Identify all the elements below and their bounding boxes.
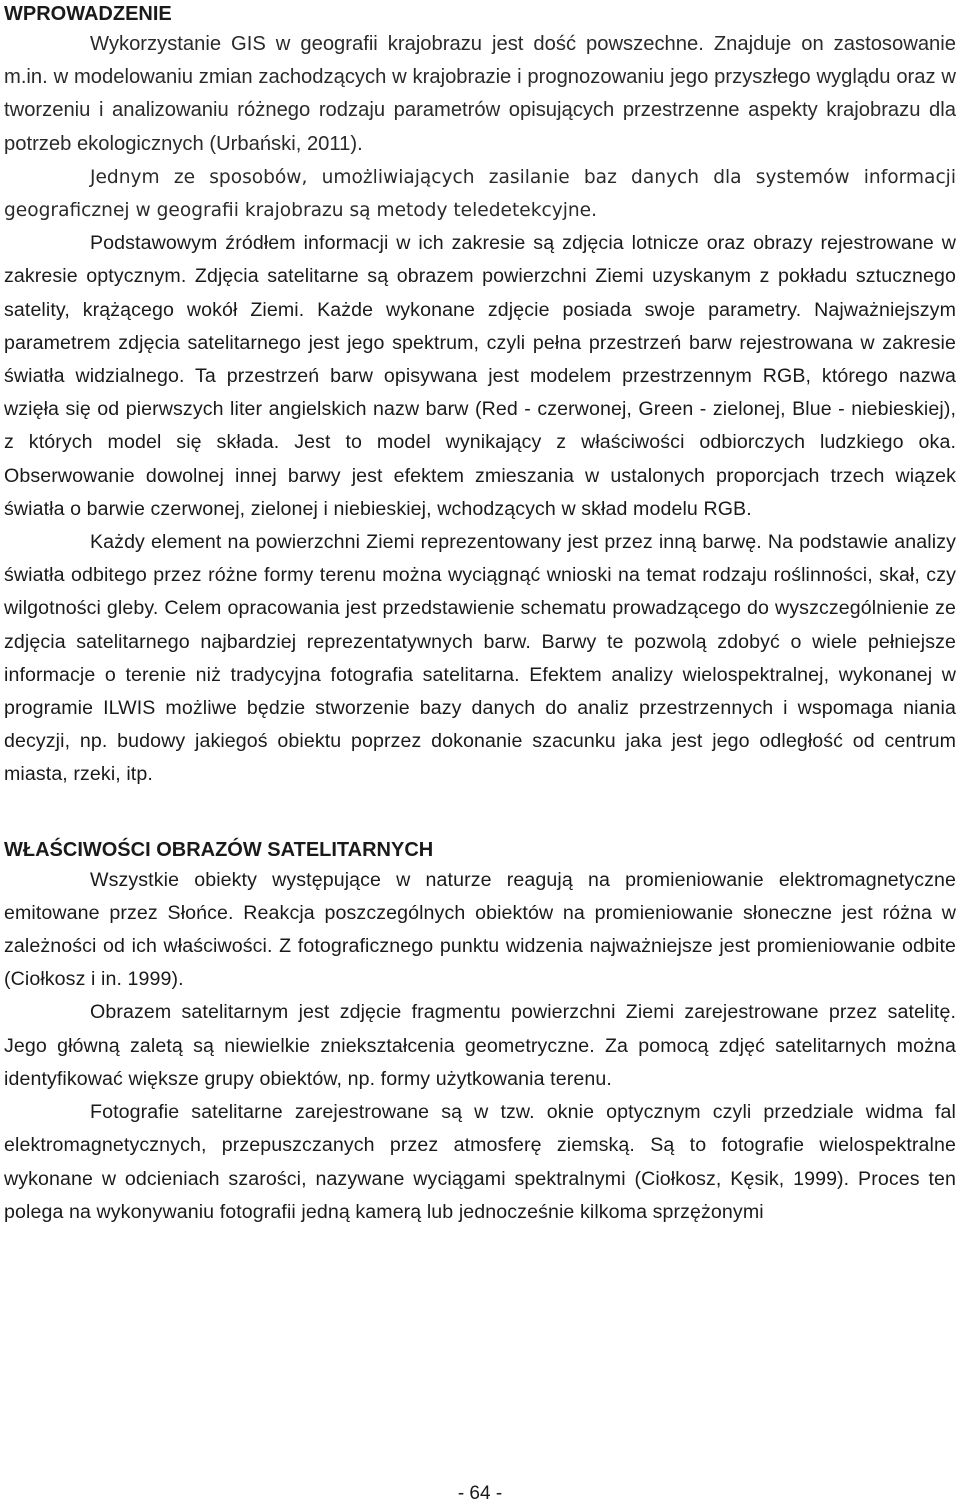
section-heading-introduction: WPROWADZENIE [4, 3, 172, 25]
paragraph-props-1: Wszystkie obiekty występujące w naturze reagują na promieniowanie elektromagnetyczne emitowane przez Słońce. Reakcja poszczególnych obiektów na promieniowanie słoneczne jest różna w zależności od ich właściwości. Z fotograficznego punktu widzenia najważniejsze jest promieniowanie odbite (Ciołkosz i in. 1999). [4, 868, 956, 991]
paragraph-props-3: Fotografie satelitarne zarejestrowane są w tzw. oknie optycznym czyli przedziale widma fal elektromagnetycznych, przepuszczanych przez atmosferę ziemską. Są to fotografie wielospektralne wykonane w odcieniach szarości, nazywane wyciągami spektralnymi (Ciołkosz, Kęsik, 1999). Proces ten polega na wykonywaniu fotografii jedną kamerą lub jednocześnie kilkoma sprzężonymi [4, 1101, 956, 1223]
page-number: - 64 - [457, 1483, 503, 1504]
section-heading-satellite-properties: WŁAŚCIWOŚCI OBRAZÓW SATELITARNYCH [4, 838, 434, 861]
document-page [4, 0, 956, 1229]
paragraph-intro-2: Jednym ze sposobów, umożliwiających zasilanie baz danych dla systemów informacji geograficznej w geografii krajobrazu są metody teledetekcyjne. [4, 166, 956, 222]
paragraph-props-2: Obrazem satelitarnym jest zdjęcie fragmentu powierzchni Ziemi zarejestrowane przez satelitę. Jego główną zaletą są niewielkie zniekształcenia geometryczne. Za pomocą zdjęć satelitarnych można identyfikować większe grupy obiektów, np. formy użytkowania terenu. [4, 1001, 956, 1090]
paragraph-intro-4: Każdy element na powierzchni Ziemi reprezentowany jest przez inną barwę. Na podstawie analizy światła odbitego przez różne formy terenu można wyciągnąć wnioski na temat rodzaju roślinności, skał, czy wilgotności gleby. Celem opracowania jest przedstawienie schematu prowadzącego do wyszczególnienie ze zdjęcia satelitarnego najbardziej reprezentatywnych barw. Barwy te pozwolą zdobyć o wiele pełniejsze informacje o terenie niż tradycyjna fotografia satelitarna. Efektem analizy wielospektralnej, wykonanej w programie ILWIS możliwe będzie stworzenie bazy danych do analiz przestrzennych i wspomaga niania decyzji, np. budowy jakiegoś obiektu poprzez dokonanie szacunku jaka jest jego odległość od centrum miasta, rzeki, itp. [4, 531, 956, 786]
paragraph-intro-3: Podstawowym źródłem informacji w ich zakresie są zdjęcia lotnicze oraz obrazy rejestrowane w zakresie optycznym. Zdjęcia satelitarne są obrazem powierzchni Ziemi uzyskanym z pokładu sztucznego satelity, krążącego wokół Ziemi. Każde wykonane zdjęcie posiada swoje parametry. Najważniejszym parametrem zdjęcia satelitarnego jest jego spektrum, czyli pełna przestrzeń barw rejestrowana w zakresie światła widzialnego. Ta przestrzeń barw opisywana jest modelem przestrzennym RGB, którego nazwa wzięła się od pierwszych liter angielskich nazw barw (Red - czerwonej, Green - zielonej, Blue - niebieskiej), z których model się składa. Jest to model wynikający z właściwości odbiorczych ludzkiego oka. Obserwowanie dowolnej innej barwy jest efektem zmieszania w ustalonych proporcjach trzech wiązek światła o barwie czerwonej, zielonej i niebieskiej, wchodzących w skład modelu RGB. [4, 232, 956, 520]
paragraph-intro-1: Wykorzystanie GIS w geografii krajobrazu jest dość powszechne. Znajduje on zastosowanie m.in. w modelowaniu zmian zachodzących w krajobrazie i prognozowaniu jego przyszłego wyglądu oraz w tworzeniu i analizowaniu różnego rodzaju parametrów opisujących przestrzenne aspekty krajobrazu dla potrzeb ekologicznych (Urbański, 2011). [4, 33, 956, 155]
